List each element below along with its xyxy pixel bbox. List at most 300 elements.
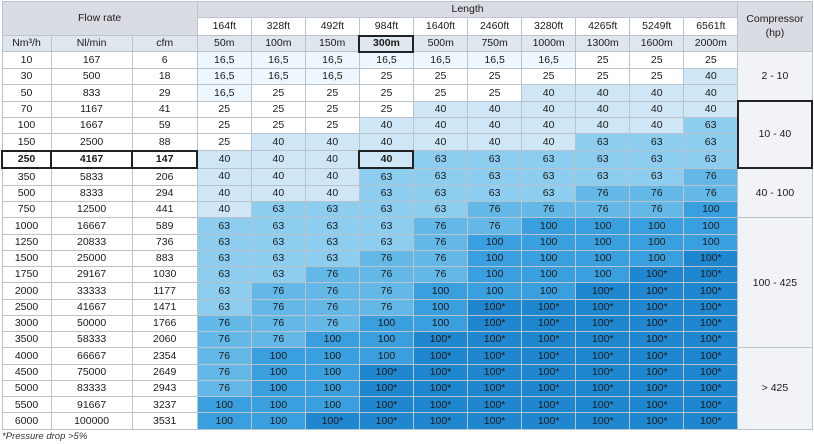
pipe-size-cell: 100*	[576, 348, 630, 364]
pipe-size-cell: 63	[359, 168, 413, 185]
flow-nlmin-cell: 8333	[51, 185, 132, 201]
pipe-size-cell: 100	[522, 234, 576, 250]
pipe-size-cell: 76	[197, 380, 251, 396]
length-m-header: 2000m	[684, 36, 738, 52]
flow-nlmin-cell: 167	[51, 52, 132, 69]
pipe-size-cell: 25	[251, 85, 305, 101]
pipe-size-cell: 100	[468, 283, 522, 299]
pipe-size-cell: 40	[413, 117, 467, 133]
table-row	[2, 218, 812, 234]
pipe-size-cell: 100*	[413, 348, 467, 364]
flow-nlmin-cell: 12500	[51, 201, 132, 217]
pipe-size-cell: 100*	[468, 364, 522, 380]
pipe-size-cell: 40	[197, 185, 251, 201]
flow-nm3h-cell: 5000	[2, 380, 51, 396]
pipe-size-table	[1, 1, 813, 430]
pipe-size-cell: 63	[630, 168, 684, 185]
pipe-size-cell: 63	[522, 168, 576, 185]
flow-cfm-cell: 1766	[132, 315, 197, 331]
pipe-size-cell: 100	[576, 250, 630, 266]
flow-nlmin-cell: 58333	[51, 332, 132, 348]
pipe-size-cell: 40	[684, 101, 738, 117]
pipe-size-cell: 100*	[576, 397, 630, 413]
pipe-size-cell: 100*	[684, 299, 738, 315]
pipe-size-cell: 76	[413, 234, 467, 250]
pipe-size-cell: 100	[684, 201, 738, 217]
footnote: *Pressure drop >5%	[2, 431, 88, 442]
table-row	[2, 315, 812, 331]
pipe-size-cell: 40	[522, 117, 576, 133]
compressor-range-cell: 2 - 10	[738, 52, 812, 102]
pipe-size-cell: 100	[305, 348, 359, 364]
pipe-size-cell: 100*	[576, 283, 630, 299]
flow-cfm-cell: 441	[132, 201, 197, 217]
pipe-size-cell: 25	[468, 68, 522, 84]
pipe-size-cell: 40	[305, 151, 359, 169]
table-row	[2, 267, 812, 283]
pipe-size-cell: 25	[359, 101, 413, 117]
table-row	[2, 101, 812, 117]
pipe-size-cell: 100*	[359, 413, 413, 430]
pipe-size-cell: 100*	[684, 283, 738, 299]
pipe-size-cell: 40	[359, 151, 413, 169]
pipe-size-cell: 76	[413, 267, 467, 283]
flow-cfm-cell: 294	[132, 185, 197, 201]
pipe-size-cell: 63	[251, 218, 305, 234]
pipe-size-cell: 63	[305, 218, 359, 234]
pipe-size-cell: 63	[576, 151, 630, 169]
flow-nm3h-cell: 1250	[2, 234, 51, 250]
pipe-size-cell: 25	[359, 68, 413, 84]
flow-nlmin-cell: 25000	[51, 250, 132, 266]
pipe-size-cell: 76	[468, 201, 522, 217]
pipe-size-cell: 100*	[630, 348, 684, 364]
table-row	[2, 299, 812, 315]
length-m-header: 500m	[413, 36, 467, 52]
pipe-size-cell: 25	[522, 68, 576, 84]
pipe-size-cell: 40	[468, 134, 522, 151]
length-ft-header: 984ft	[359, 18, 413, 36]
pipe-size-cell: 40	[522, 134, 576, 151]
pipe-size-cell: 63	[684, 134, 738, 151]
pipe-size-cell: 76	[359, 267, 413, 283]
pipe-size-cell: 100*	[684, 364, 738, 380]
pipe-size-cell: 100*	[576, 299, 630, 315]
pipe-size-cell: 40	[630, 101, 684, 117]
pipe-size-cell: 100	[197, 397, 251, 413]
pipe-size-cell: 25	[630, 68, 684, 84]
flow-nlmin-cell: 1667	[51, 117, 132, 133]
pipe-size-cell: 25	[576, 52, 630, 69]
pipe-size-cell: 100*	[413, 364, 467, 380]
pipe-size-cell: 100*	[413, 332, 467, 348]
pipe-size-cell: 100*	[468, 413, 522, 430]
table-row	[2, 117, 812, 133]
pipe-size-cell: 25	[251, 101, 305, 117]
length-ft-header: 492ft	[305, 18, 359, 36]
pipe-size-cell: 63	[576, 168, 630, 185]
pipe-size-cell: 100*	[413, 397, 467, 413]
pipe-size-cell: 76	[197, 364, 251, 380]
flow-nm3h-cell: 3500	[2, 332, 51, 348]
pipe-size-cell: 100*	[576, 364, 630, 380]
flow-rate-header: Flow rate	[2, 2, 197, 36]
pipe-size-cell: 40	[468, 101, 522, 117]
pipe-size-cell: 76	[576, 185, 630, 201]
flow-cfm-cell: 2354	[132, 348, 197, 364]
pipe-size-cell: 100*	[684, 332, 738, 348]
flow-nm3h-cell: 2500	[2, 299, 51, 315]
length-m-header: 1600m	[630, 36, 684, 52]
pipe-size-cell: 25	[251, 117, 305, 133]
length-ft-header: 328ft	[251, 18, 305, 36]
pipe-size-cell: 76	[468, 218, 522, 234]
pipe-size-cell: 63	[576, 134, 630, 151]
flow-nm3h-cell: 30	[2, 68, 51, 84]
pipe-size-cell: 76	[522, 201, 576, 217]
pipe-size-cell: 63	[359, 201, 413, 217]
pipe-size-cell: 100*	[576, 315, 630, 331]
pipe-size-cell: 25	[630, 52, 684, 69]
pipe-size-cell: 40	[630, 117, 684, 133]
flow-nm3h-cell: 50	[2, 85, 51, 101]
pipe-size-cell: 76	[305, 267, 359, 283]
pipe-size-cell: 63	[684, 117, 738, 133]
flow-nlmin-cell: 4167	[51, 151, 132, 169]
pipe-size-cell: 100*	[305, 413, 359, 430]
pipe-size-cell: 100	[305, 380, 359, 396]
flow-cfm-cell: 2943	[132, 380, 197, 396]
pipe-size-cell: 63	[197, 234, 251, 250]
flow-cfm-cell: 1177	[132, 283, 197, 299]
length-m-header: 150m	[305, 36, 359, 52]
pipe-size-cell: 100	[630, 234, 684, 250]
length-ft-header: 4265ft	[576, 18, 630, 36]
length-ft-header: 5249ft	[630, 18, 684, 36]
pipe-size-cell: 63	[413, 185, 467, 201]
pipe-size-cell: 100	[684, 234, 738, 250]
pipe-size-cell: 100	[197, 413, 251, 430]
pipe-size-cell: 16,5	[197, 85, 251, 101]
table-row	[2, 348, 812, 364]
pipe-size-cell: 76	[413, 218, 467, 234]
flow-nm3h-cell: 1000	[2, 218, 51, 234]
pipe-size-cell: 63	[630, 151, 684, 169]
flow-cfm-cell: 147	[132, 151, 197, 169]
compressor-range-cell: > 425	[738, 348, 812, 430]
pipe-size-cell: 40	[576, 85, 630, 101]
pipe-size-cell: 100*	[684, 315, 738, 331]
pipe-size-cell: 100	[468, 267, 522, 283]
pipe-size-cell: 100	[413, 283, 467, 299]
pipe-size-cell: 100*	[468, 380, 522, 396]
flow-cfm-cell: 29	[132, 85, 197, 101]
pipe-size-cell: 40	[305, 168, 359, 185]
pipe-size-cell: 63	[522, 185, 576, 201]
flow-cfm-cell: 3237	[132, 397, 197, 413]
pipe-size-cell: 16,5	[251, 52, 305, 69]
pipe-size-cell: 40	[522, 85, 576, 101]
pipe-size-cell: 100*	[522, 332, 576, 348]
pipe-size-cell: 16,5	[413, 52, 467, 69]
pipe-size-cell: 100*	[684, 348, 738, 364]
flow-nm3h-cell: 150	[2, 134, 51, 151]
pipe-size-cell: 63	[359, 234, 413, 250]
compressor-header	[738, 2, 812, 52]
pipe-size-cell: 100	[251, 397, 305, 413]
pipe-size-cell: 100*	[413, 413, 467, 430]
unit-header: Nl/min	[51, 36, 132, 52]
flow-nm3h-cell: 5500	[2, 397, 51, 413]
table-row	[2, 283, 812, 299]
pipe-size-cell: 76	[630, 201, 684, 217]
unit-header: cfm	[132, 36, 197, 52]
flow-cfm-cell: 3531	[132, 413, 197, 430]
pipe-size-cell: 40	[305, 185, 359, 201]
flow-nlmin-cell: 20833	[51, 234, 132, 250]
pipe-size-cell: 63	[305, 201, 359, 217]
pipe-size-cell: 40	[413, 134, 467, 151]
flow-cfm-cell: 1471	[132, 299, 197, 315]
pipe-size-cell: 40	[197, 168, 251, 185]
pipe-size-cell: 16,5	[197, 68, 251, 84]
pipe-size-cell: 76	[359, 250, 413, 266]
pipe-size-cell: 100	[305, 364, 359, 380]
flow-cfm-cell: 18	[132, 68, 197, 84]
pipe-size-cell: 76	[576, 201, 630, 217]
pipe-size-cell: 63	[413, 201, 467, 217]
pipe-size-cell: 63	[251, 250, 305, 266]
length-ft-header: 164ft	[197, 18, 251, 36]
table-row	[2, 151, 812, 169]
table-row	[2, 68, 812, 84]
flow-nlmin-cell: 91667	[51, 397, 132, 413]
flow-cfm-cell: 1030	[132, 267, 197, 283]
pipe-size-cell: 76	[305, 299, 359, 315]
pipe-size-cell: 40	[684, 68, 738, 84]
length-m-header: 750m	[468, 36, 522, 52]
pipe-size-cell: 63	[197, 299, 251, 315]
pipe-size-cell: 100	[413, 299, 467, 315]
pipe-size-cell: 100	[305, 397, 359, 413]
flow-nlmin-cell: 2500	[51, 134, 132, 151]
table-row	[2, 185, 812, 201]
flow-cfm-cell: 206	[132, 168, 197, 185]
pipe-size-cell: 63	[468, 151, 522, 169]
pipe-size-cell: 100*	[630, 332, 684, 348]
flow-nm3h-cell: 4500	[2, 364, 51, 380]
flow-nm3h-cell: 4000	[2, 348, 51, 364]
flow-cfm-cell: 2060	[132, 332, 197, 348]
pipe-size-cell: 100*	[468, 348, 522, 364]
pipe-size-cell: 100*	[359, 364, 413, 380]
pipe-size-cell: 76	[251, 332, 305, 348]
pipe-size-cell: 63	[522, 151, 576, 169]
pipe-size-cell: 100*	[630, 380, 684, 396]
pipe-size-cell: 76	[197, 332, 251, 348]
flow-cfm-cell: 883	[132, 250, 197, 266]
pipe-size-cell: 100*	[522, 315, 576, 331]
flow-nm3h-cell: 3000	[2, 315, 51, 331]
pipe-size-cell: 40	[468, 117, 522, 133]
pipe-size-cell: 100	[522, 267, 576, 283]
pipe-size-cell: 100*	[359, 380, 413, 396]
flow-cfm-cell: 2649	[132, 364, 197, 380]
table-row	[2, 413, 812, 430]
flow-nm3h-cell: 6000	[2, 413, 51, 430]
pipe-size-cell: 100	[251, 348, 305, 364]
pipe-size-cell: 40	[413, 101, 467, 117]
pipe-size-cell: 100*	[684, 397, 738, 413]
pipe-size-cell: 100	[576, 267, 630, 283]
pipe-size-cell: 76	[197, 315, 251, 331]
pipe-size-cell: 63	[197, 218, 251, 234]
flow-nlmin-cell: 500	[51, 68, 132, 84]
table-row	[2, 332, 812, 348]
pipe-size-cell: 100	[684, 218, 738, 234]
pipe-size-cell: 63	[305, 234, 359, 250]
pipe-size-cell: 100*	[522, 413, 576, 430]
pipe-size-cell: 76	[251, 299, 305, 315]
pipe-size-cell: 100*	[630, 413, 684, 430]
compressor-range-cell: 100 - 425	[738, 218, 812, 348]
pipe-size-cell: 100*	[468, 332, 522, 348]
pipe-size-cell: 63	[305, 250, 359, 266]
pipe-size-cell: 100	[630, 250, 684, 266]
pipe-size-cell: 100*	[684, 413, 738, 430]
pipe-size-cell: 63	[468, 168, 522, 185]
pipe-size-cell: 40	[251, 151, 305, 169]
pipe-size-cell: 16,5	[305, 52, 359, 69]
pipe-size-cell: 40	[684, 85, 738, 101]
flow-nlmin-cell: 16667	[51, 218, 132, 234]
pipe-size-cell: 25	[468, 85, 522, 101]
flow-cfm-cell: 41	[132, 101, 197, 117]
pipe-size-cell: 100*	[468, 315, 522, 331]
pipe-size-cell: 25	[197, 117, 251, 133]
pipe-size-cell: 100*	[630, 364, 684, 380]
pipe-size-cell: 100	[359, 348, 413, 364]
pipe-size-cell: 100*	[576, 413, 630, 430]
pipe-size-cell: 25	[305, 101, 359, 117]
length-ft-header: 3280ft	[522, 18, 576, 36]
pipe-size-cell: 25	[576, 68, 630, 84]
pipe-size-cell: 100	[522, 218, 576, 234]
length-m-header: 1300m	[576, 36, 630, 52]
pipe-size-cell: 100	[522, 283, 576, 299]
pipe-size-cell: 25	[684, 52, 738, 69]
flow-nlmin-cell: 83333	[51, 380, 132, 396]
pipe-size-cell: 16,5	[522, 52, 576, 69]
length-m-row	[2, 36, 812, 52]
pipe-size-cell: 76	[251, 283, 305, 299]
pipe-size-cell: 100	[359, 315, 413, 331]
table-row	[2, 397, 812, 413]
pipe-size-cell: 100*	[630, 267, 684, 283]
pipe-size-cell: 63	[251, 234, 305, 250]
flow-nm3h-cell: 250	[2, 151, 51, 169]
flow-nlmin-cell: 66667	[51, 348, 132, 364]
pipe-size-cell: 63	[684, 151, 738, 169]
pipe-size-cell: 100*	[522, 299, 576, 315]
pipe-size-cell: 76	[630, 185, 684, 201]
pipe-size-cell: 40	[251, 185, 305, 201]
flow-nlmin-cell: 833	[51, 85, 132, 101]
pipe-size-cell: 100*	[522, 348, 576, 364]
flow-nm3h-cell: 350	[2, 168, 51, 185]
pipe-size-cell: 76	[359, 299, 413, 315]
table-row	[2, 250, 812, 266]
pipe-size-cell: 100*	[630, 283, 684, 299]
table-row	[2, 168, 812, 185]
flow-cfm-cell: 88	[132, 134, 197, 151]
pipe-size-cell: 63	[413, 151, 467, 169]
table-row	[2, 134, 812, 151]
table-row	[2, 380, 812, 396]
pipe-size-cell: 76	[684, 168, 738, 185]
flow-nlmin-cell: 5833	[51, 168, 132, 185]
pipe-size-cell: 63	[359, 218, 413, 234]
flow-nlmin-cell: 33333	[51, 283, 132, 299]
pipe-size-cell: 63	[197, 283, 251, 299]
pipe-size-cell: 100*	[413, 380, 467, 396]
unit-header: Nm³/h	[2, 36, 51, 52]
pipe-size-cell: 63	[359, 185, 413, 201]
pipe-size-cell: 100*	[576, 332, 630, 348]
pipe-size-cell: 100*	[630, 299, 684, 315]
flow-cfm-cell: 589	[132, 218, 197, 234]
pipe-size-cell: 100*	[522, 380, 576, 396]
pipe-size-cell: 40	[305, 134, 359, 151]
length-header: Length	[197, 2, 738, 18]
pipe-size-cell: 63	[468, 185, 522, 201]
compressor-header-label: Compressor (hp)	[746, 12, 804, 39]
flow-nm3h-cell: 500	[2, 185, 51, 201]
pipe-size-cell: 40	[197, 201, 251, 217]
flow-nm3h-cell: 1500	[2, 250, 51, 266]
pipe-size-cell: 16,5	[305, 68, 359, 84]
flow-nlmin-cell: 1167	[51, 101, 132, 117]
pipe-size-cell: 100	[251, 364, 305, 380]
pipe-size-cell: 100*	[684, 380, 738, 396]
pipe-size-cell: 100	[413, 315, 467, 331]
flow-nm3h-cell: 70	[2, 101, 51, 117]
pipe-size-cell: 25	[197, 134, 251, 151]
flow-nlmin-cell: 50000	[51, 315, 132, 331]
pipe-size-cell: 40	[522, 101, 576, 117]
pipe-size-cell: 40	[251, 134, 305, 151]
flow-nm3h-cell: 10	[2, 52, 51, 69]
pipe-size-cell: 100*	[359, 397, 413, 413]
pipe-size-cell: 100	[468, 250, 522, 266]
pipe-size-cell: 76	[305, 283, 359, 299]
compressor-range-cell: 10 - 40	[738, 101, 812, 168]
flow-nm3h-cell: 750	[2, 201, 51, 217]
table-row	[2, 364, 812, 380]
pipe-size-cell: 76	[684, 185, 738, 201]
pipe-size-cell: 16,5	[468, 52, 522, 69]
table-body	[2, 52, 812, 430]
pipe-size-cell: 76	[305, 315, 359, 331]
flow-cfm-cell: 6	[132, 52, 197, 69]
pipe-size-cell: 63	[251, 201, 305, 217]
length-m-header: 100m	[251, 36, 305, 52]
pipe-size-cell: 100	[468, 234, 522, 250]
pipe-size-cell: 100	[359, 332, 413, 348]
pipe-size-cell: 100*	[576, 380, 630, 396]
pipe-size-cell: 100	[251, 380, 305, 396]
pipe-size-cell: 76	[197, 348, 251, 364]
